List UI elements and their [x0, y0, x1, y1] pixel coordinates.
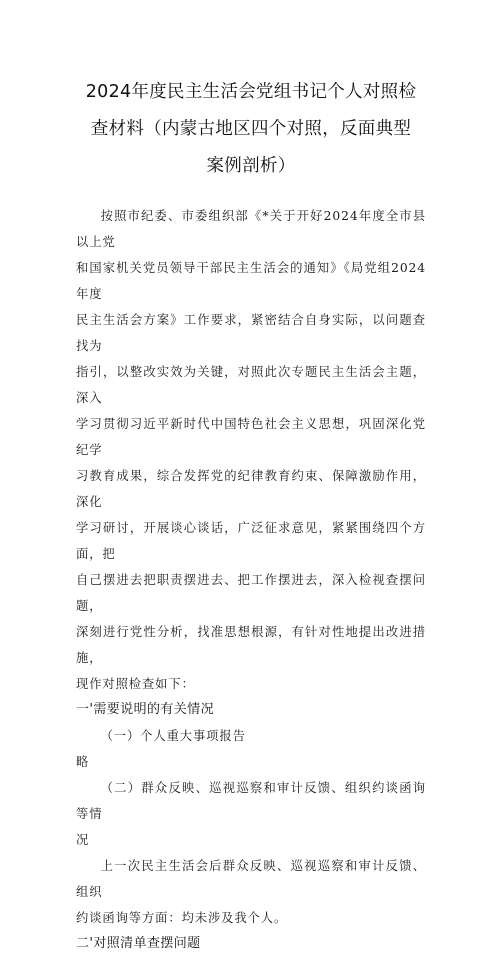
- intro-line: 习教育成果，综合发挥党的纪律教育约束、保障激励作用，深化: [76, 469, 426, 509]
- subsection-2-line: 况: [76, 833, 90, 847]
- document-title: [76, 74, 426, 185]
- title-line-2: 查材料（内蒙古地区四个对照，反面典型: [90, 119, 412, 139]
- intro-paragraph: [76, 203, 426, 697]
- intro-line: 自己摆进去把职责摆进去、把工作摆进去，深入检视查摆问题，: [76, 573, 426, 613]
- intro-line: 指引，以整改实效为关键，对照此次专题民主生活会主题，深入: [76, 365, 426, 405]
- section-2-heading: 二'对照清单查摆问题: [76, 936, 201, 951]
- subsection-2-line: （二）群众反映、巡视巡察和审计反馈、组织约谈函询等情: [76, 781, 426, 821]
- intro-line: 和国家机关党员领导干部民主生活会的通知》《局党组2024年度: [76, 261, 426, 301]
- intro-line: 深刻进行党性分析，找准思想根源，有针对性地提出改进措施，: [76, 625, 426, 665]
- subsection-2-title: [76, 775, 426, 853]
- subsection-1-body: 略: [76, 755, 90, 769]
- intro-line: 学习研讨，开展谈心谈话，广泛征求意见，紧紧围绕四个方面，把: [76, 521, 426, 561]
- subsection-1-title: （一）个人重大事项报告: [100, 729, 246, 743]
- intro-line: 按照市纪委、市委组织部《*关于开好2024年度全市县以上党: [76, 209, 426, 249]
- section-1-heading: 一'需要说明的有关情况: [76, 702, 214, 717]
- intro-line: 学习贯彻习近平新时代中国特色社会主义思想，巩固深化党纪学: [76, 417, 426, 457]
- paragraph-line: 约谈函询等方面：均未涉及我个人。: [76, 911, 288, 925]
- title-line-3: 案例剖析）: [206, 156, 296, 176]
- intro-line: 民主生活会方案》工作要求，紧密结合自身实际，以问题查找为: [76, 313, 426, 353]
- title-line-1: 2024年度民主生活会党组书记个人对照检: [85, 82, 417, 102]
- paragraph-line: 上一次民主生活会后群众反映、巡视巡察和审计反馈、组织: [76, 859, 426, 899]
- intro-line: 现作对照检查如下：: [76, 677, 195, 691]
- subsection-2-paragraph: [76, 853, 426, 931]
